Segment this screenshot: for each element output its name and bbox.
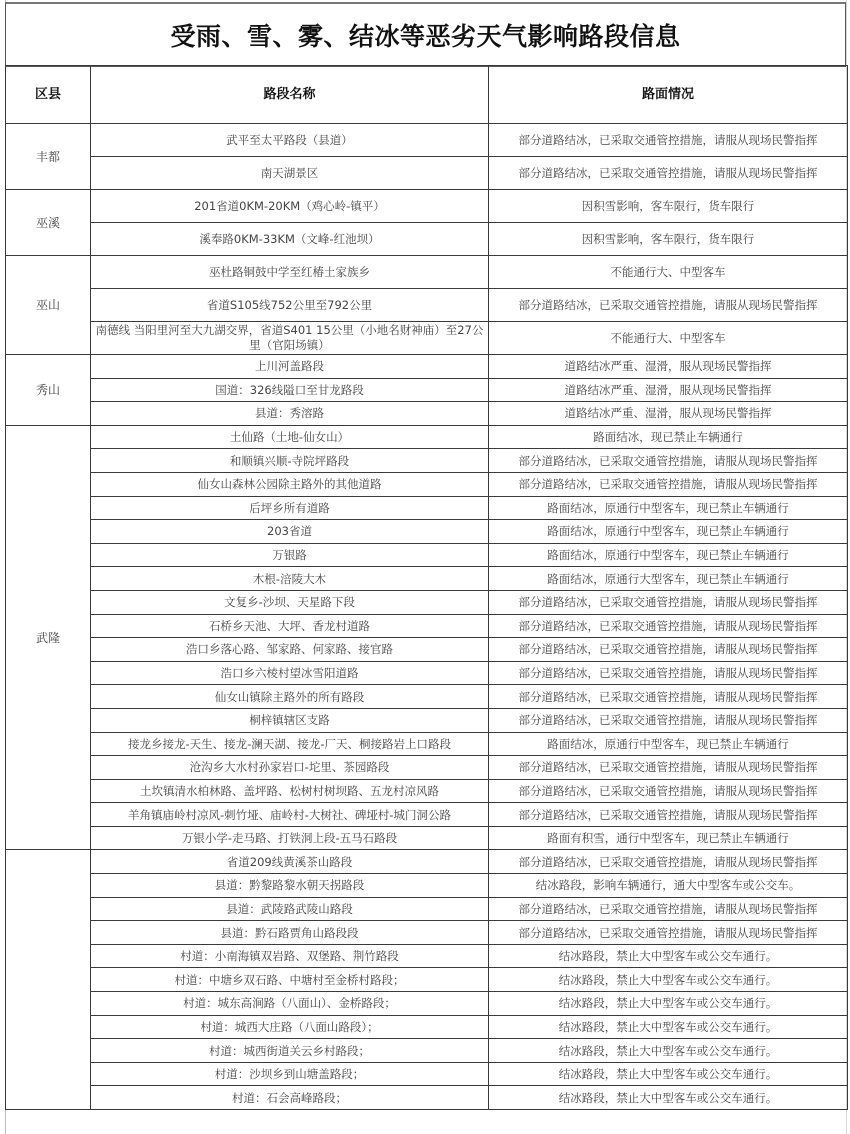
road-cell: 201省道0KM-20KM（鸡心岭-镇平） [91, 190, 489, 223]
table-header-row [6, 66, 848, 124]
road-cell: 桐梓镇辖区支路 [91, 708, 489, 732]
district-cell: 巫山 [6, 256, 91, 355]
road-cell: 县道：黔石路贾角山路段段 [91, 921, 489, 945]
condition-cell: 不能通行大、中型客车 [489, 322, 848, 355]
condition-cell: 部分道路结冰，已采取交通管控措施，请服从现场民警指挥 [489, 897, 848, 921]
table-row [6, 1062, 848, 1086]
road-cell: 村道：城西街道关云乡村路段； [91, 1039, 489, 1063]
table-row [6, 756, 848, 780]
road-cell: 土仙路（土地-仙女山） [91, 425, 489, 449]
table-row [6, 708, 848, 732]
condition-cell: 部分道路结冰，已采取交通管控措施，请服从现场民警指挥 [489, 756, 848, 780]
condition-cell: 部分道路结冰，已采取交通管控措施，请服从现场民警指挥 [489, 472, 848, 496]
road-cell: 溪奉路0KM-33KM（文峰-红池坝） [91, 223, 489, 256]
condition-cell: 部分道路结冰，已采取交通管控措施，请服从现场民警指挥 [489, 803, 848, 827]
table-row [6, 157, 848, 190]
road-cell: 村道：小南海镇双岩路、双堡路、荆竹路段 [91, 944, 489, 968]
road-cell: 国道：326线隘口至甘龙路段 [91, 378, 489, 402]
road-cell: 浩口乡落心路、邹家路、何家路、接官路 [91, 638, 489, 662]
table-row [6, 289, 848, 322]
table-row [6, 874, 848, 898]
road-cell: 武平至太平路段（县道） [91, 124, 489, 157]
road-cell: 村道：沙坝乡到山塘盖路段； [91, 1062, 489, 1086]
road-cell: 县道：秀溶路 [91, 402, 489, 426]
table-row [6, 897, 848, 921]
district-cell: 巫溪 [6, 190, 91, 256]
district-cell: 秀山 [6, 355, 91, 426]
table-row [6, 685, 848, 709]
road-cell: 仙女山镇除主路外的所有路段 [91, 685, 489, 709]
table-row [6, 520, 848, 544]
table-row [6, 402, 848, 426]
condition-cell: 部分道路结冰，已采取交通管控措施，请服从现场民警指挥 [489, 921, 848, 945]
road-cell: 文复乡-沙坝、天星路下段 [91, 590, 489, 614]
condition-cell: 结冰路段，禁止大中型客车或公交车通行。 [489, 1039, 848, 1063]
road-cell: 县道：武陵路武陵山路段 [91, 897, 489, 921]
condition-cell: 部分道路结冰，已采取交通管控措施，请服从现场民警指挥 [489, 289, 848, 322]
condition-cell: 路面结冰，原通行大型客车，现已禁止车辆通行 [489, 567, 848, 591]
column-header-condition: 路面情况 [489, 66, 848, 124]
table-row [6, 638, 848, 662]
table-row [6, 779, 848, 803]
condition-cell: 路面结冰，原通行中型客车，现已禁止车辆通行 [489, 496, 848, 520]
road-cell: 村道：石会高峰路段； [91, 1086, 489, 1110]
road-cell: 南德线 当阳里河至大九湖交界，省道S401 15公里（小地名财神庙）至27公里（官阳场镇） [91, 322, 489, 355]
road-cell: 省道209线黄溪茶山路段 [91, 850, 489, 874]
table-row [6, 190, 848, 223]
table-row [6, 944, 848, 968]
table-row [6, 472, 848, 496]
road-cell: 上川河盖路段 [91, 355, 489, 379]
district-cell: 武隆 [6, 425, 91, 850]
road-cell: 石桥乡天池、大坪、香龙村道路 [91, 614, 489, 638]
table-row [6, 425, 848, 449]
road-cell: 万银路 [91, 543, 489, 567]
condition-cell: 因积雪影响，客车限行，货车限行 [489, 223, 848, 256]
table-row [6, 850, 848, 874]
condition-cell: 路面结冰，现已禁止车辆通行 [489, 425, 848, 449]
road-cell: 浩口乡六棱村望冰雪阳道路 [91, 661, 489, 685]
condition-cell: 道路结冰严重、湿滑，服从现场民警指挥 [489, 355, 848, 379]
condition-cell: 部分道路结冰，已采取交通管控措施，请服从现场民警指挥 [489, 779, 848, 803]
table-row [6, 256, 848, 289]
table-row [6, 1015, 848, 1039]
table-row [6, 1086, 848, 1110]
condition-cell: 因积雪影响，客车限行，货车限行 [489, 190, 848, 223]
road-cell: 南天湖景区 [91, 157, 489, 190]
table-row [6, 496, 848, 520]
road-cell: 村道：城东高涧路（八面山）、金桥路段； [91, 992, 489, 1016]
road-cell: 羊角镇庙岭村凉风-刺竹垭、庙岭村-大树社、碑垭村-城门洞公路 [91, 803, 489, 827]
condition-cell: 结冰路段，禁止大中型客车或公交车通行。 [489, 1086, 848, 1110]
condition-cell: 部分道路结冰，已采取交通管控措施，请服从现场民警指挥 [489, 685, 848, 709]
table-row [6, 921, 848, 945]
condition-cell: 部分道路结冰，已采取交通管控措施，请服从现场民警指挥 [489, 124, 848, 157]
condition-cell: 部分道路结冰，已采取交通管控措施，请服从现场民警指挥 [489, 590, 848, 614]
road-cell: 村道：城西大庄路（八面山路段）； [91, 1015, 489, 1039]
table-row [6, 223, 848, 256]
table-row [6, 614, 848, 638]
road-cell: 和顺镇兴顺-寺院坪路段 [91, 449, 489, 473]
condition-cell: 部分道路结冰，已采取交通管控措施，请服从现场民警指挥 [489, 157, 848, 190]
district-cell [6, 850, 91, 1110]
condition-cell: 结冰路段，禁止大中型客车或公交车通行。 [489, 944, 848, 968]
condition-cell: 部分道路结冰，已采取交通管控措施，请服从现场民警指挥 [489, 638, 848, 662]
column-header-road: 路段名称 [91, 66, 489, 124]
road-cell: 木根-涪陵大木 [91, 567, 489, 591]
condition-cell: 结冰路段，禁止大中型客车或公交车通行。 [489, 992, 848, 1016]
condition-cell: 道路结冰严重、湿滑，服从现场民警指挥 [489, 402, 848, 426]
table-row [6, 590, 848, 614]
column-header-district: 区县 [6, 66, 91, 124]
condition-cell: 结冰路段，禁止大中型客车或公交车通行。 [489, 968, 848, 992]
table-row [6, 803, 848, 827]
road-cell: 土坎镇清水柏林路、盖坪路、松树村树坝路、五龙村凉风路 [91, 779, 489, 803]
condition-cell: 路面结冰，原通行中型客车，现已禁止车辆通行 [489, 520, 848, 544]
table-row [6, 992, 848, 1016]
road-cell: 203省道 [91, 520, 489, 544]
condition-cell: 部分道路结冰，已采取交通管控措施，请服从现场民警指挥 [489, 661, 848, 685]
road-cell: 万银小学-走马路、打铁洞上段-五马石路段 [91, 826, 489, 850]
condition-cell: 道路结冰严重、湿滑，服从现场民警指挥 [489, 378, 848, 402]
road-cell: 巫杜路铜鼓中学至红椿土家族乡 [91, 256, 489, 289]
page-title: 受雨、雪、雾、结冰等恶劣天气影响路段信息 [5, 2, 846, 67]
table-row [6, 661, 848, 685]
district-cell: 丰都 [6, 124, 91, 190]
table-row [6, 355, 848, 379]
condition-cell: 结冰路段，影响车辆通行，通大中型客车或公交车。 [489, 874, 848, 898]
road-cell: 县道：黔黎路黎水朝天拐路段 [91, 874, 489, 898]
table-row [6, 732, 848, 756]
condition-cell: 部分道路结冰，已采取交通管控措施，请服从现场民警指挥 [489, 449, 848, 473]
road-cell: 后坪乡所有道路 [91, 496, 489, 520]
condition-cell: 不能通行大、中型客车 [489, 256, 848, 289]
condition-cell: 结冰路段，禁止大中型客车或公交车通行。 [489, 1062, 848, 1086]
table-row [6, 543, 848, 567]
road-cell: 仙女山森林公园除主路外的其他道路 [91, 472, 489, 496]
condition-cell: 结冰路段，禁止大中型客车或公交车通行。 [489, 1015, 848, 1039]
condition-cell: 部分道路结冰，已采取交通管控措施，请服从现场民警指挥 [489, 850, 848, 874]
table-row [6, 449, 848, 473]
table-row [6, 322, 848, 355]
condition-cell: 部分道路结冰，已采取交通管控措施，请服从现场民警指挥 [489, 708, 848, 732]
road-cell: 村道：中塘乡双石路、中塘村至金桥村路段； [91, 968, 489, 992]
road-info-table [5, 65, 848, 1110]
table-row [6, 968, 848, 992]
road-cell: 省道S105线752公里至792公里 [91, 289, 489, 322]
table-row [6, 378, 848, 402]
table-row [6, 826, 848, 850]
condition-cell: 路面结冰，原通行中型客车，现已禁止车辆通行 [489, 543, 848, 567]
condition-cell: 部分道路结冰，已采取交通管控措施，请服从现场民警指挥 [489, 614, 848, 638]
condition-cell: 路面结冰，原通行中型客车，现已禁止车辆通行 [489, 732, 848, 756]
condition-cell: 路面有积雪，通行中型客车，现已禁止车辆通行 [489, 826, 848, 850]
table-row [6, 1039, 848, 1063]
road-cell: 沧沟乡大水村孙家岩口-坨里、茶园路段 [91, 756, 489, 780]
road-cell: 接龙乡接龙-天生、接龙-澜天湖、接龙-厂天、桐接路岩上口路段 [91, 732, 489, 756]
table-row [6, 567, 848, 591]
table-row [6, 124, 848, 157]
